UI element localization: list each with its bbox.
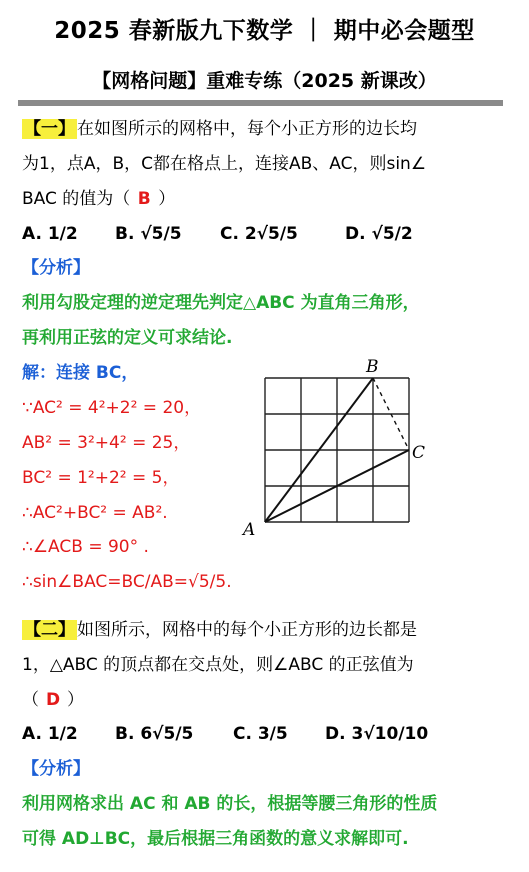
q1-tag: 【一】 <box>24 119 75 139</box>
q2-analysis-line2: 可得 AD⊥BC，最后根据三角函数的意义求解即可. <box>22 829 409 849</box>
q1-step-4: ∴AC²+BC² = AB². <box>22 503 168 523</box>
q1-analysis-line2: 再利用正弦的定义可求结论. <box>22 328 233 348</box>
q1-option-b: B. √5/5 <box>115 224 182 244</box>
q2-option-c: C. 3/5 <box>233 724 288 744</box>
q1-analysis-label: 【分析】 <box>22 258 90 278</box>
q1-step-1: ∵AC² = 4²+2² = 20， <box>22 398 202 418</box>
q2-option-d: D. 3√10/10 <box>325 724 429 744</box>
q1-grid-figure <box>240 352 440 542</box>
q1-options <box>22 222 413 246</box>
grid-lines <box>265 378 409 522</box>
q2-analysis-label: 【分析】 <box>22 759 90 779</box>
q1-step-6: ∴sin∠BAC=BC/AB=√5/5. <box>22 572 232 592</box>
q2-stem-close: ） <box>67 690 84 710</box>
q2-tag: 【二】 <box>24 620 75 640</box>
q1-step-3: BC² = 1²+2² = 5， <box>22 468 180 488</box>
q2-stem-line1 <box>22 618 417 642</box>
q2-stem-line2: 1，△ABC 的顶点都在交点处，则∠ABC 的正弦值为 <box>22 655 414 675</box>
point-label-a: A <box>243 520 256 540</box>
q1-stem-line3 <box>22 187 175 211</box>
q2-stem-line3 <box>22 688 84 712</box>
page-title: 2025 春新版九下数学 ｜ 期中必会题型 <box>54 18 475 44</box>
q2-options <box>22 722 428 746</box>
q1-stem-text3: BAC 的值为（ <box>22 189 131 209</box>
q1-stem-close: ） <box>158 189 176 209</box>
q1-step-5: ∴∠ACB = 90° . <box>22 537 149 557</box>
q1-answer: B <box>137 189 151 209</box>
divider <box>18 100 503 106</box>
q2-option-a: A. 1/2 <box>22 724 78 744</box>
q2-answer: D <box>45 690 61 710</box>
q2-analysis-line1: 利用网格求出 AC 和 AB 的长，根据等腰三角形的性质 <box>22 794 438 814</box>
q1-stem-line1 <box>22 117 417 141</box>
point-label-b: B <box>366 357 379 377</box>
q1-option-c: C. 2√5/5 <box>220 224 298 244</box>
q1-stem-text1: 在如图所示的网格中，每个小正方形的边长均 <box>77 119 417 139</box>
q1-option-a: A. 1/2 <box>22 224 78 244</box>
q2-stem-text1: 如图所示，网格中的每个小正方形的边长都是 <box>77 620 417 640</box>
q1-option-d: D. √5/2 <box>345 224 413 244</box>
q1-stem-line2: 为1，点A，B，C都在格点上，连接AB、AC，则sin∠ <box>22 154 427 174</box>
page-subtitle: 【网格问题】重难专练（2025 新课改） <box>92 70 437 92</box>
q1-step-2: AB² = 3²+4² = 25， <box>22 433 191 453</box>
q1-analysis-line1: 利用勾股定理的逆定理先判定△ABC 为直角三角形， <box>22 293 420 313</box>
q1-solution-label: 解：连接 BC， <box>22 363 139 383</box>
q2-option-b: B. 6√5/5 <box>115 724 194 744</box>
q2-stem-text3: （ <box>22 690 39 710</box>
point-label-c: C <box>412 443 426 463</box>
